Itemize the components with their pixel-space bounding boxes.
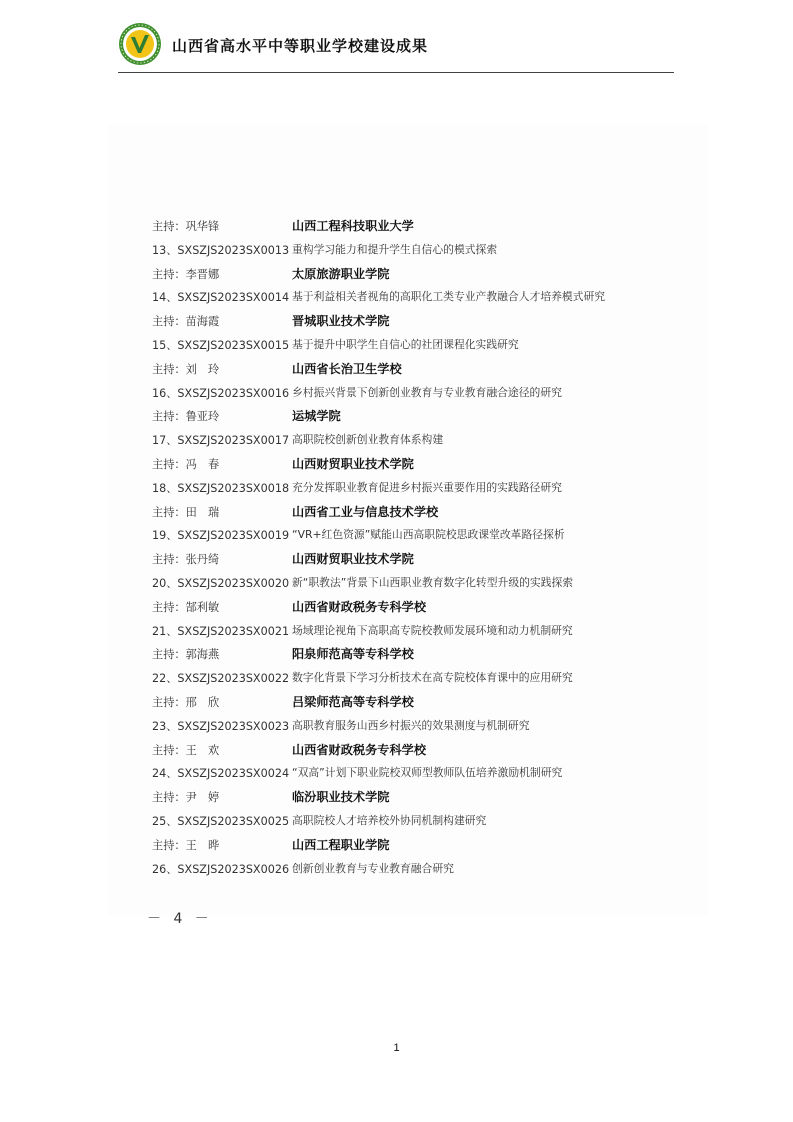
host-name: 主持：刘 玲	[152, 362, 220, 376]
project-title: 充分发挥职业教育促进乡村振兴重要作用的实践路径研究	[292, 480, 562, 494]
project-code: 15、SXSZJS2023SX0015	[152, 338, 290, 352]
host-name: 主持：巩华锋	[152, 220, 220, 233]
project-title: 高职教育服务山西乡村振兴的效果测度与机制研究	[292, 718, 530, 732]
host-row	[152, 596, 672, 620]
host-row	[152, 643, 672, 667]
project-code: 18、SXSZJS2023SX0018	[152, 481, 290, 495]
host-name: 主持：邢 欣	[152, 695, 220, 709]
project-row	[152, 382, 672, 406]
project-row	[152, 286, 672, 310]
project-code: 25、SXSZJS2023SX0025	[152, 814, 290, 828]
project-list	[152, 215, 672, 881]
host-name: 主持：郜利敏	[152, 600, 220, 614]
host-row	[152, 215, 672, 239]
host-row	[152, 739, 672, 763]
host-row	[152, 691, 672, 715]
project-code: 26、SXSZJS2023SX0026	[152, 862, 290, 876]
project-code: 20、SXSZJS2023SX0020	[152, 576, 290, 590]
project-code: 21、SXSZJS2023SX0021	[152, 624, 290, 638]
institution-name: 山西工程职业学院	[292, 837, 390, 852]
project-title: “VR+红色资源”赋能山西高职院校思政课堂改革路径探析	[292, 528, 565, 542]
host-row	[152, 405, 672, 429]
project-code: 16、SXSZJS2023SX0016	[152, 386, 290, 400]
project-row	[152, 477, 672, 501]
institution-name: 临汾职业技术学院	[292, 790, 390, 805]
host-row	[152, 453, 672, 477]
project-title: “双高”计划下职业院校双师型教师队伍培养激励机制研究	[292, 766, 563, 780]
project-row	[152, 810, 672, 834]
project-code: 13、SXSZJS2023SX0013	[152, 243, 290, 257]
project-code: 24、SXSZJS2023SX0024	[152, 767, 290, 781]
project-row	[152, 429, 672, 453]
host-row	[152, 786, 672, 810]
project-row	[152, 239, 672, 263]
host-name: 主持：王 欢	[152, 743, 220, 757]
project-title: 基于利益相关者视角的高职化工类专业产教融合人才培养模式研究	[292, 290, 606, 304]
host-row	[152, 548, 672, 572]
host-name: 主持：田 瑞	[152, 505, 220, 519]
project-title: 重构学习能力和提升学生自信心的模式探索	[292, 242, 498, 256]
scan-page-mark: － 4 －	[147, 911, 213, 927]
project-row	[152, 620, 672, 644]
project-row	[152, 715, 672, 739]
institution-name: 山西财贸职业技术学院	[292, 456, 414, 471]
institution-name: 山西省财政税务专科学校	[292, 599, 427, 614]
project-row	[152, 334, 672, 358]
host-row	[152, 263, 672, 287]
host-name: 主持：郭海燕	[152, 648, 220, 662]
institution-name: 山西省工业与信息技术学校	[292, 504, 439, 519]
host-name: 主持：尹 婷	[152, 791, 220, 805]
project-title: 场域理论视角下高职高专院校教师发展环境和动力机制研究	[292, 623, 573, 637]
institution-name: 山西省财政税务专科学校	[292, 742, 427, 757]
project-code: 14、SXSZJS2023SX0014	[152, 291, 290, 305]
project-row	[152, 858, 672, 882]
project-row	[152, 524, 672, 548]
project-title: 乡村振兴背景下创新创业教育与专业教育融合途径的研究	[292, 385, 562, 399]
institution-name: 山西财贸职业技术学院	[292, 552, 414, 567]
institution-name: 山西工程科技职业大学	[292, 219, 414, 233]
institution-name: 山西省长治卫生学校	[292, 361, 402, 376]
host-name: 主持：李晋娜	[152, 267, 220, 281]
school-logo-icon	[118, 22, 162, 66]
document-header	[118, 22, 674, 72]
host-row	[152, 834, 672, 858]
project-code: 23、SXSZJS2023SX0023	[152, 719, 290, 733]
institution-name: 晋城职业技术学院	[292, 314, 390, 329]
project-code: 22、SXSZJS2023SX0022	[152, 672, 290, 686]
host-row	[152, 501, 672, 525]
project-code: 19、SXSZJS2023SX0019	[152, 529, 290, 543]
project-title: 高职院校人才培养校外协同机制构建研究	[292, 813, 487, 827]
page-number: 1	[393, 1042, 400, 1054]
host-name: 主持：张丹绮	[152, 553, 220, 567]
host-row	[152, 358, 672, 382]
project-title: 数字化背景下学习分析技术在高专院校体育课中的应用研究	[292, 671, 573, 685]
project-code: 17、SXSZJS2023SX0017	[152, 434, 290, 448]
project-title: 新“职教法”背景下山西职业教育数字化转型升级的实践探索	[292, 575, 574, 589]
project-title: 基于提升中职学生自信心的社团课程化实践研究	[292, 337, 519, 351]
institution-name: 太原旅游职业学院	[292, 266, 390, 281]
header-divider	[118, 72, 674, 73]
host-name: 主持：冯 春	[152, 457, 220, 471]
institution-name: 吕梁师范高等专科学校	[292, 694, 414, 709]
institution-name: 运城学院	[292, 409, 341, 424]
header-title: 山西省高水平中等职业学校建设成果	[172, 37, 429, 55]
project-row	[152, 667, 672, 691]
project-title: 创新创业教育与专业教育融合研究	[292, 861, 454, 875]
project-row	[152, 572, 672, 596]
project-row	[152, 762, 672, 786]
host-name: 主持：鲁亚玲	[152, 410, 220, 424]
host-row	[152, 310, 672, 334]
project-title: 高职院校创新创业教育体系构建	[292, 433, 444, 447]
host-name: 主持：王 晔	[152, 838, 220, 852]
host-name: 主持：苗海霞	[152, 315, 220, 329]
institution-name: 阳泉师范高等专科学校	[292, 647, 414, 662]
